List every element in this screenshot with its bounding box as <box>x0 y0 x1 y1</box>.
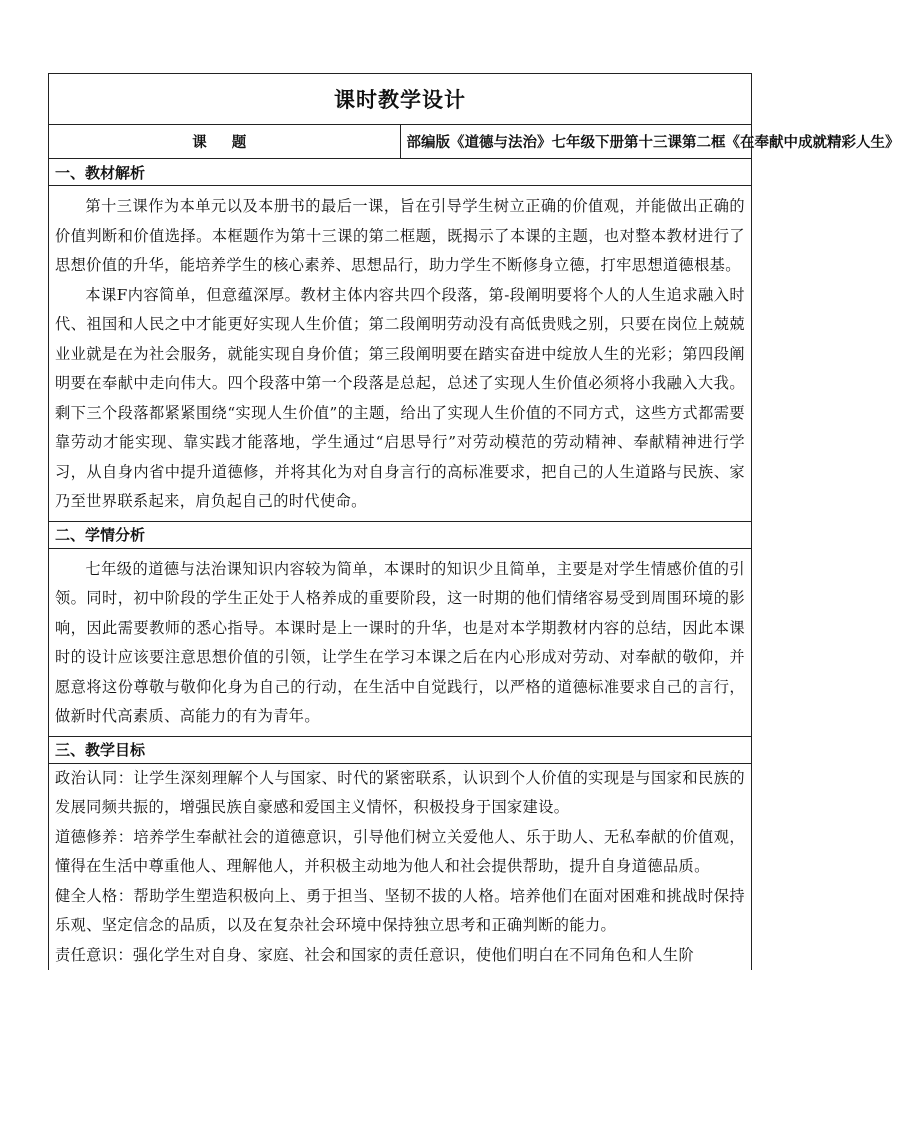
goal-item: 健全人格：帮助学生塑造积极向上、勇于担当、坚韧不拔的人格。培养他们在面对困难和挑战时保持乐观、坚定信念的品质，以及在复杂社会环境中保持独立思考和正确判断的能力。 <box>55 886 745 934</box>
section-heading-material-analysis: 一、教材解析 <box>49 159 752 186</box>
section-heading-learner-analysis: 二、学情分析 <box>49 521 752 548</box>
subject-value: 部编版《道德与法治》七年级下册第十三课第二框《在奉献中成就精彩人生》 <box>400 125 752 159</box>
goal-item: 责任意识：强化学生对自身、家庭、社会和国家的责任意识，使他们明白在不同角色和人生阶 <box>55 945 695 964</box>
lesson-plan-page <box>48 73 900 970</box>
section-heading-teaching-goals: 三、教学目标 <box>49 736 752 763</box>
paragraph: 第十三课作为本单元以及本册书的最后一课，旨在引导学生树立正确的价值观，并能做出正确的价值判断和价值选择。本框题作为第十三课的第二框题，既揭示了本课的主题，也对整本教材进行了思想价值的升华，能培养学生的核心素养、思想品行，助力学生不断修身立德，打牢思想道德根基。 <box>55 197 745 274</box>
section-body-learner-analysis <box>49 548 752 736</box>
goal-item: 政治认同：让学生深刻理解个人与国家、时代的紧密联系，认识到个人价值的实现是与国家和民族的发展同频共振的，增强民族自豪感和爱国主义情怀，积极投身于国家建设。 <box>55 768 745 816</box>
goal-item: 道德修养：培养学生奉献社会的道德意识，引导他们树立关爱他人、乐于助人、无私奉献的价值观，懂得在生活中尊重他人、理解他人，并积极主动地为他人和社会提供帮助，提升自身道德品质。 <box>55 827 745 875</box>
lesson-plan-table <box>48 73 900 970</box>
document-title: 课时教学设计 <box>49 74 752 125</box>
section-body-material-analysis <box>49 186 752 522</box>
section-body-teaching-goals <box>49 763 752 970</box>
paragraph: 七年级的道德与法治课知识内容较为简单，本课时的知识少且简单，主要是对学生情感价值的引领。同时，初中阶段的学生正处于人格养成的重要阶段，这一时期的他们情绪容易受到周围环境的影响，因此需要教师的悉心指导。本课时是上一课时的升华，也是对本学期教材内容的总结，因此本课时的设计应该要注意思想价值的引领，让学生在学习本课之后在内心形成对劳动、对奉献的敬仰，并愿意将这份尊敬与敬仰化身为自己的行动，在生活中自觉践行，以严格的道德标准要求自己的言行，做新时代高素质、高能力的有为青年。 <box>55 559 745 725</box>
subject-label: 课 题 <box>49 125 401 159</box>
paragraph: 本课F内容简单，但意蕴深厚。教材主体内容共四个段落，第-段阐明要将个人的人生追求融入时代、祖国和人民之中才能更好实现人生价值；第二段阐明劳动没有高低贵贱之别，只要在岗位上兢兢业业就是在为社会服务，就能实现自身价值；第三段阐明要在踏实奋进中绽放人生的光彩；第四段阐明要在奉献中走向伟大。四个段落中第一个段落是总起，总述了实现人生价值必须将小我融入大我。剩下三个段落都紧紧围绕“实现人生价值”的主题，给出了实现人生价值的不同方式，这些方式都需要靠劳动才能实现、靠实践才能落地，学生通过“启思导行”对劳动模范的劳动精神、奉献精神进行学习，从自身内省中提升道德修，并将其化为对自身言行的高标准要求，把自己的人生道路与民族、家乃至世界联系起来，肩负起自己的时代使命。 <box>55 285 745 510</box>
